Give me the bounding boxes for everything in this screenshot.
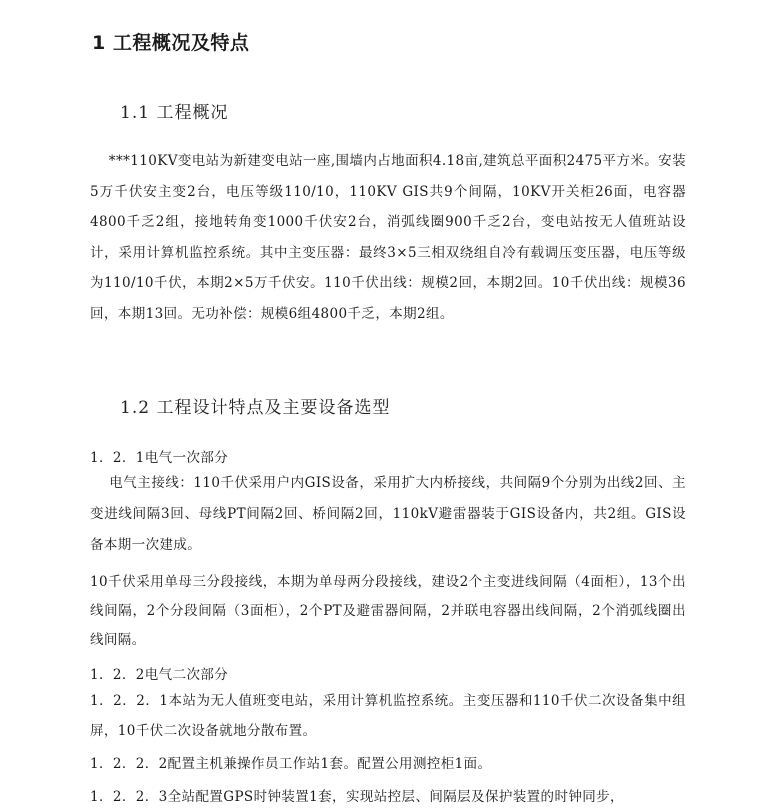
item-1-2-2-3: 1．2．2．3全站配置GPS时钟装置1套，实现站控层、间隔层及保护装置的时钟同步，: [90, 789, 624, 805]
section-1-2-title: 1.2 工程设计特点及主要设备选型: [120, 398, 391, 418]
subsection-1-2-1: 1．2．1电气一次部分: [90, 450, 229, 466]
section-1-1-paragraph: ***110KV变电站为新建变电站一座,围墙内占地面积4.18亩,建筑总平面积2475平方米。安装5万千伏安主变2台，电压等级110/10，110KV GIS共9个间隔，10KV开关柜26面，电容器4800千乏2组，接地转角变1000千伏安2台，消弧线圈900千乏2台，变电站按无人值班站设计，采用计算机监控系统。其中主变压器：最终3×5三相双绕组自冷有载调压变压器，电压等级为110/10千伏，本期2×5万千伏安。110千伏出线：规模2回，本期2回。10千伏出线：规模36回，本期13回。无功补偿：规模6组4800千乏，本期2组。: [90, 153, 686, 322]
heading-project-overview: 1 工程概况及特点: [92, 32, 250, 54]
paragraph-10kv-wiring: 10千伏采用单母三分段接线，本期为单母两分段接线，建设2个主变进线间隔（4面柜），13个出线间隔，2个分段间隔（3面柜），2个PT及避雷器间隔，2并联电容器出线间隔，2个消弧线圈出线间隔。: [90, 574, 686, 648]
item-1-2-2-1: 1．2．2．1本站为无人值班变电站，采用计算机监控系统。主变压器和110千伏二次设备集中组屏，10千伏二次设备就地分散布置。: [90, 693, 686, 739]
subsection-1-2-2: 1．2．2电气二次部分: [90, 667, 229, 683]
section-1-1-title: 1.1 工程概况: [120, 103, 229, 123]
item-1-2-2-2: 1．2．2．2配置主机兼操作员工作站1套。配置公用测控柜1面。: [90, 756, 492, 772]
paragraph-primary-wiring: 电气主接线：110千伏采用户内GIS设备，采用扩大内桥接线，共间隔9个分别为出线2回、主变进线间隔3回、母线PT间隔2回、桥间隔2回，110kV避雷器装于GIS设备内，共2组。GIS设备本期一次建成。: [90, 475, 686, 553]
